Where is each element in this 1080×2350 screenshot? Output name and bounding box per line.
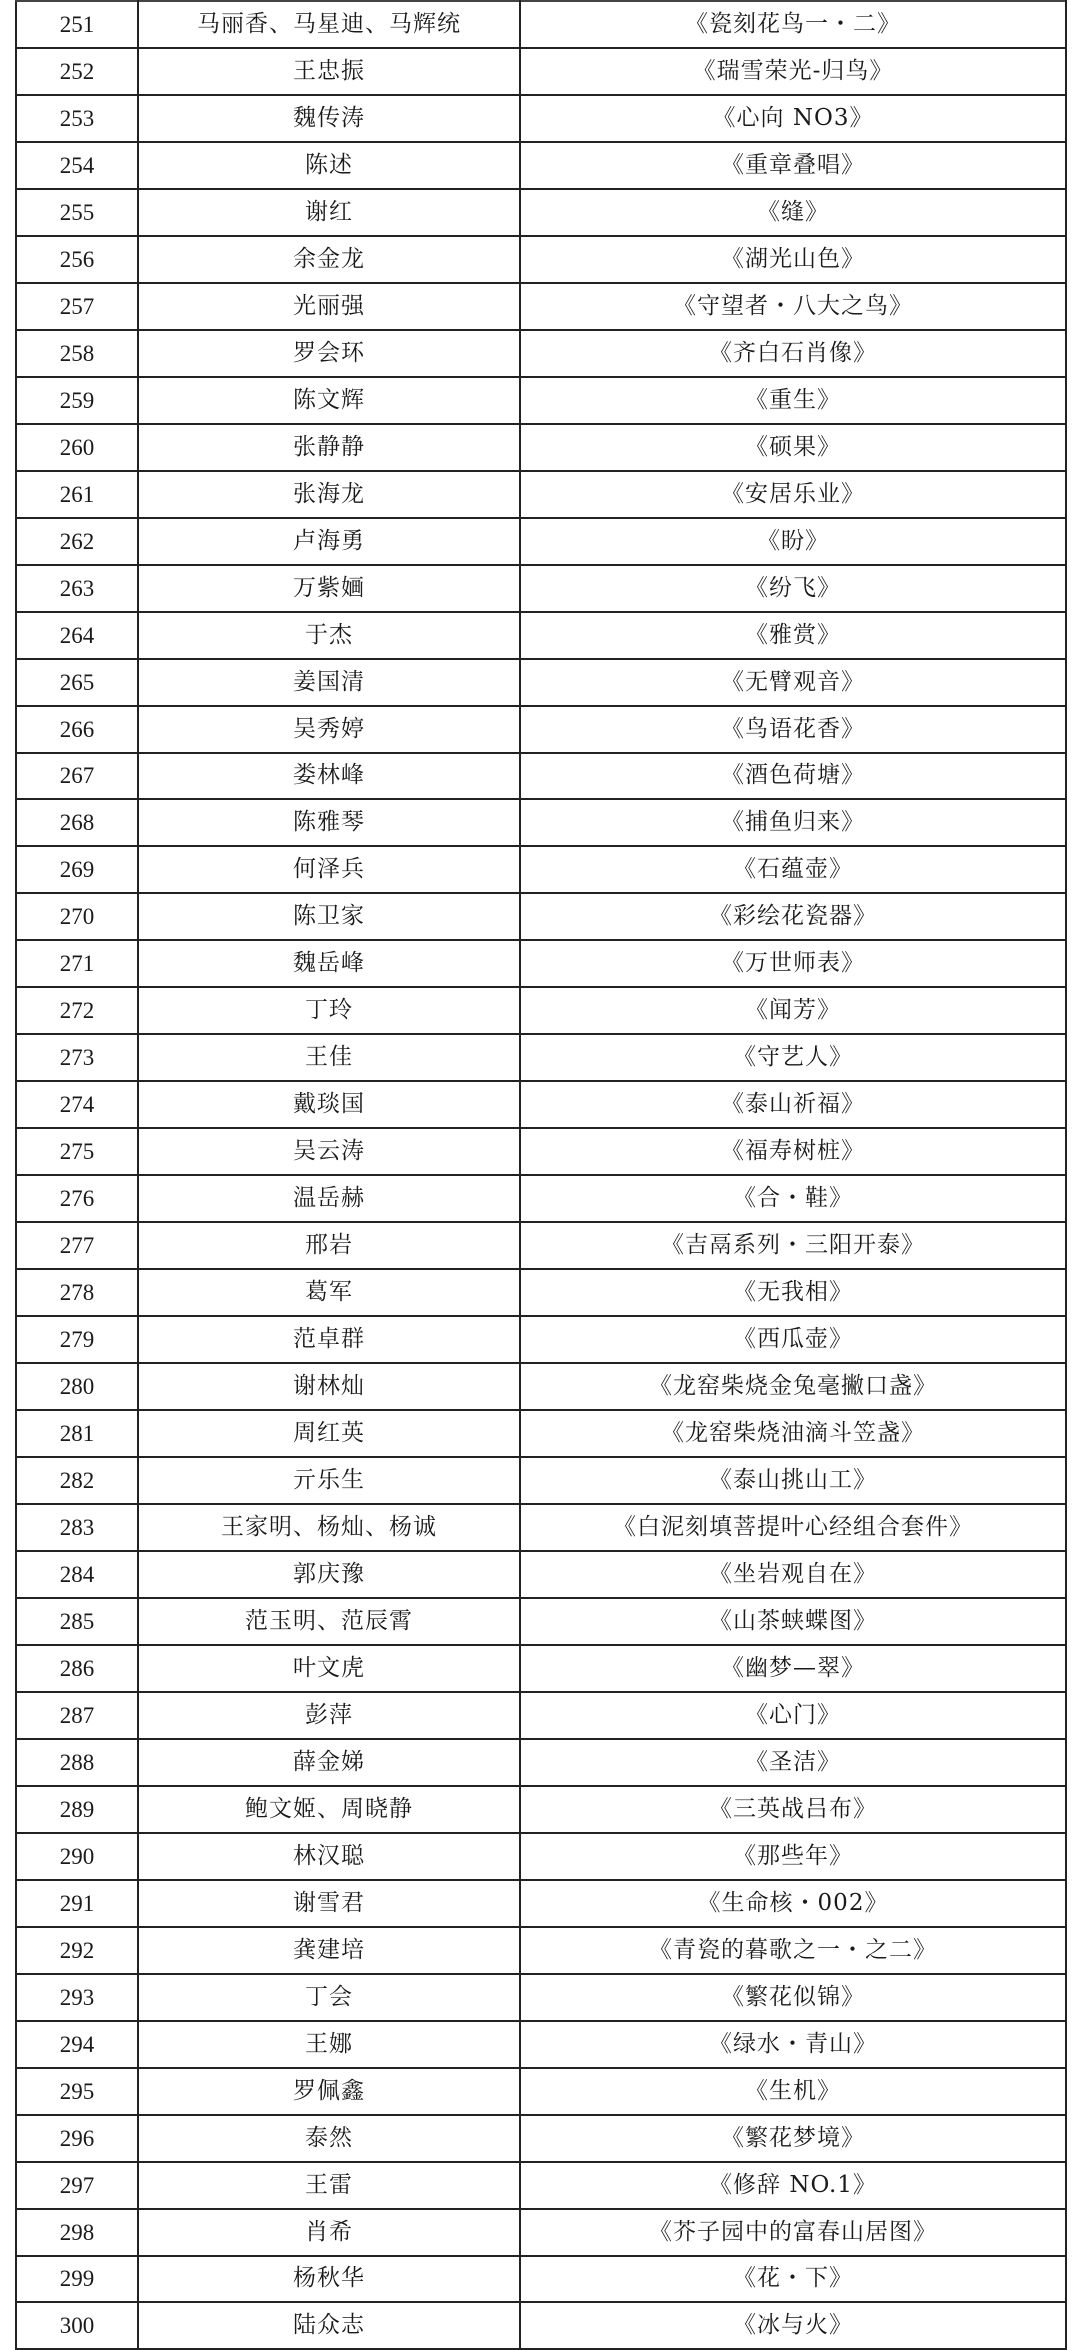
- entry-number: 294: [16, 2021, 138, 2068]
- entry-work-title: 《生机》: [520, 2068, 1066, 2115]
- entry-number: 288: [16, 1739, 138, 1786]
- entry-number: 300: [16, 2302, 138, 2349]
- entry-author: 鲍文姬、周晓静: [138, 1786, 520, 1833]
- table-row: [16, 471, 1066, 518]
- entry-number: 253: [16, 95, 138, 142]
- table-row: [16, 1880, 1066, 1927]
- entry-number: 295: [16, 2068, 138, 2115]
- entry-work-title: 《雅赏》: [520, 612, 1066, 659]
- entry-work-title: 《龙窑柴烧油滴斗笠盏》: [520, 1410, 1066, 1457]
- table-row: [16, 706, 1066, 753]
- entry-author: 谢林灿: [138, 1363, 520, 1410]
- entry-work-title: 《西瓜壶》: [520, 1316, 1066, 1363]
- entry-number: 297: [16, 2162, 138, 2209]
- table-row: [16, 2021, 1066, 2068]
- entry-work-title: 《纷飞》: [520, 565, 1066, 612]
- table-row: [16, 189, 1066, 236]
- table-row: [16, 2115, 1066, 2162]
- entry-work-title: 《安居乐业》: [520, 471, 1066, 518]
- table-row: [16, 1739, 1066, 1786]
- table-row: [16, 95, 1066, 142]
- entries-table-body: [16, 1, 1066, 2349]
- table-row: [16, 565, 1066, 612]
- table-row: [16, 2302, 1066, 2349]
- entry-author: 何泽兵: [138, 846, 520, 893]
- entry-work-title: 《泰山挑山工》: [520, 1457, 1066, 1504]
- entry-number: 271: [16, 940, 138, 987]
- entry-number: 260: [16, 424, 138, 471]
- entry-number: 265: [16, 659, 138, 706]
- entry-author: 龚建培: [138, 1927, 520, 1974]
- table-row: [16, 1786, 1066, 1833]
- entry-work-title: 《齐白石肖像》: [520, 330, 1066, 377]
- entry-work-title: 《青瓷的暮歌之一・之二》: [520, 1927, 1066, 1974]
- entry-work-title: 《无我相》: [520, 1269, 1066, 1316]
- entry-author: 于杰: [138, 612, 520, 659]
- table-row: [16, 1927, 1066, 1974]
- entry-author: 范卓群: [138, 1316, 520, 1363]
- entry-number: 273: [16, 1034, 138, 1081]
- entry-number: 277: [16, 1222, 138, 1269]
- entry-number: 252: [16, 48, 138, 95]
- entry-number: 286: [16, 1645, 138, 1692]
- table-row: [16, 236, 1066, 283]
- entry-author: 丁玲: [138, 987, 520, 1034]
- entry-work-title: 《泰山祈福》: [520, 1081, 1066, 1128]
- entry-number: 259: [16, 377, 138, 424]
- entry-number: 270: [16, 893, 138, 940]
- table-row: [16, 1269, 1066, 1316]
- entry-number: 266: [16, 706, 138, 753]
- entry-author: 肖希: [138, 2209, 520, 2256]
- entry-author: 光丽强: [138, 283, 520, 330]
- entry-work-title: 《白泥刻填菩提叶心经组合套件》: [520, 1504, 1066, 1551]
- entry-work-title: 《瑞雪荣光-归鸟》: [520, 48, 1066, 95]
- entry-author: 娄林峰: [138, 753, 520, 800]
- table-row: [16, 1598, 1066, 1645]
- entry-number: 275: [16, 1128, 138, 1175]
- table-row: [16, 753, 1066, 800]
- entry-work-title: 《坐岩观自在》: [520, 1551, 1066, 1598]
- entry-number: 257: [16, 283, 138, 330]
- entry-author: 吴云涛: [138, 1128, 520, 1175]
- table-row: [16, 612, 1066, 659]
- entry-number: 298: [16, 2209, 138, 2256]
- entry-number: 280: [16, 1363, 138, 1410]
- entry-author: 余金龙: [138, 236, 520, 283]
- entry-author: 戴琰国: [138, 1081, 520, 1128]
- entry-author: 陆众志: [138, 2302, 520, 2349]
- table-row: [16, 1034, 1066, 1081]
- entry-work-title: 《心门》: [520, 1692, 1066, 1739]
- table-row: [16, 1457, 1066, 1504]
- entry-author: 王娜: [138, 2021, 520, 2068]
- entry-author: 陈卫家: [138, 893, 520, 940]
- entry-work-title: 《万世师表》: [520, 940, 1066, 987]
- entry-work-title: 《酒色荷塘》: [520, 753, 1066, 800]
- entry-author: 邢岩: [138, 1222, 520, 1269]
- entry-number: 289: [16, 1786, 138, 1833]
- table-row: [16, 1081, 1066, 1128]
- entry-author: 卢海勇: [138, 518, 520, 565]
- entry-number: 282: [16, 1457, 138, 1504]
- entry-author: 吴秀婷: [138, 706, 520, 753]
- table-row: [16, 1692, 1066, 1739]
- entries-table: [15, 0, 1067, 2350]
- table-row: [16, 1833, 1066, 1880]
- entry-number: 263: [16, 565, 138, 612]
- table-row: [16, 518, 1066, 565]
- entry-work-title: 《芥子园中的富春山居图》: [520, 2209, 1066, 2256]
- table-row: [16, 2068, 1066, 2115]
- table-row: [16, 1551, 1066, 1598]
- entry-work-title: 《石蕴壶》: [520, 846, 1066, 893]
- table-row: [16, 1410, 1066, 1457]
- entry-author: 郭庆豫: [138, 1551, 520, 1598]
- entry-work-title: 《幽梦—翠》: [520, 1645, 1066, 1692]
- table-row: [16, 377, 1066, 424]
- table-row: [16, 893, 1066, 940]
- entry-author: 杨秋华: [138, 2256, 520, 2303]
- entry-author: 葛军: [138, 1269, 520, 1316]
- entry-author: 陈文辉: [138, 377, 520, 424]
- entry-number: 262: [16, 518, 138, 565]
- entry-work-title: 《湖光山色》: [520, 236, 1066, 283]
- entry-author: 林汉聪: [138, 1833, 520, 1880]
- entry-author: 陈述: [138, 142, 520, 189]
- entry-work-title: 《重生》: [520, 377, 1066, 424]
- entry-number: 284: [16, 1551, 138, 1598]
- entry-author: 叶文虎: [138, 1645, 520, 1692]
- entry-number: 264: [16, 612, 138, 659]
- table-row: [16, 142, 1066, 189]
- entry-number: 296: [16, 2115, 138, 2162]
- table-row: [16, 2209, 1066, 2256]
- entry-work-title: 《鸟语花香》: [520, 706, 1066, 753]
- table-row: [16, 659, 1066, 706]
- entry-number: 292: [16, 1927, 138, 1974]
- entry-author: 薛金娣: [138, 1739, 520, 1786]
- entry-author: 王忠振: [138, 48, 520, 95]
- entry-author: 王雷: [138, 2162, 520, 2209]
- entry-number: 287: [16, 1692, 138, 1739]
- entry-author: 亓乐生: [138, 1457, 520, 1504]
- entry-author: 丁会: [138, 1974, 520, 2021]
- entry-number: 258: [16, 330, 138, 377]
- entry-number: 255: [16, 189, 138, 236]
- entry-author: 泰然: [138, 2115, 520, 2162]
- entry-work-title: 《绿水・青山》: [520, 2021, 1066, 2068]
- entry-work-title: 《彩绘花瓷器》: [520, 893, 1066, 940]
- entry-author: 范玉明、范辰霄: [138, 1598, 520, 1645]
- entry-number: 276: [16, 1175, 138, 1222]
- table-row: [16, 1316, 1066, 1363]
- table-row: [16, 1, 1066, 48]
- document-page: [15, 0, 1065, 2350]
- entry-author: 张静静: [138, 424, 520, 471]
- entry-number: 290: [16, 1833, 138, 1880]
- entry-author: 谢雪君: [138, 1880, 520, 1927]
- table-row: [16, 846, 1066, 893]
- entry-work-title: 《三英战吕布》: [520, 1786, 1066, 1833]
- table-row: [16, 330, 1066, 377]
- entry-author: 王佳: [138, 1034, 520, 1081]
- entry-author: 张海龙: [138, 471, 520, 518]
- entry-number: 261: [16, 471, 138, 518]
- entry-number: 254: [16, 142, 138, 189]
- entry-work-title: 《吉鬲系列・三阳开泰》: [520, 1222, 1066, 1269]
- entry-work-title: 《那些年》: [520, 1833, 1066, 1880]
- entry-number: 291: [16, 1880, 138, 1927]
- entry-work-title: 《繁花梦境》: [520, 2115, 1066, 2162]
- table-row: [16, 940, 1066, 987]
- entry-author: 万紫婳: [138, 565, 520, 612]
- entry-author: 彭萍: [138, 1692, 520, 1739]
- table-row: [16, 1175, 1066, 1222]
- table-row: [16, 2162, 1066, 2209]
- table-row: [16, 283, 1066, 330]
- entry-author: 马丽香、马星迪、马辉统: [138, 1, 520, 48]
- table-row: [16, 1645, 1066, 1692]
- entry-author: 罗佩鑫: [138, 2068, 520, 2115]
- entry-author: 周红英: [138, 1410, 520, 1457]
- entry-work-title: 《缝》: [520, 189, 1066, 236]
- entry-work-title: 《守望者・八大之鸟》: [520, 283, 1066, 330]
- table-row: [16, 1974, 1066, 2021]
- table-row: [16, 2256, 1066, 2303]
- entry-work-title: 《繁花似锦》: [520, 1974, 1066, 2021]
- entry-author: 陈雅琴: [138, 799, 520, 846]
- table-row: [16, 48, 1066, 95]
- entry-number: 272: [16, 987, 138, 1034]
- entry-work-title: 《重章叠唱》: [520, 142, 1066, 189]
- entry-work-title: 《山茶蛱蝶图》: [520, 1598, 1066, 1645]
- entry-work-title: 《盼》: [520, 518, 1066, 565]
- entry-work-title: 《硕果》: [520, 424, 1066, 471]
- entry-work-title: 《守艺人》: [520, 1034, 1066, 1081]
- table-row: [16, 799, 1066, 846]
- entry-number: 269: [16, 846, 138, 893]
- entry-work-title: 《圣洁》: [520, 1739, 1066, 1786]
- table-row: [16, 1363, 1066, 1410]
- entry-number: 281: [16, 1410, 138, 1457]
- entry-number: 256: [16, 236, 138, 283]
- entry-work-title: 《福寿树桩》: [520, 1128, 1066, 1175]
- entry-work-title: 《冰与火》: [520, 2302, 1066, 2349]
- table-row: [16, 1128, 1066, 1175]
- entry-number: 278: [16, 1269, 138, 1316]
- entry-author: 魏岳峰: [138, 940, 520, 987]
- table-row: [16, 1222, 1066, 1269]
- entry-work-title: 《合・鞋》: [520, 1175, 1066, 1222]
- entry-author: 谢红: [138, 189, 520, 236]
- entry-number: 285: [16, 1598, 138, 1645]
- entry-work-title: 《心向 NO3》: [520, 95, 1066, 142]
- entry-number: 251: [16, 1, 138, 48]
- entry-number: 274: [16, 1081, 138, 1128]
- entry-number: 268: [16, 799, 138, 846]
- entry-work-title: 《闻芳》: [520, 987, 1066, 1034]
- entry-number: 267: [16, 753, 138, 800]
- entry-work-title: 《修辞 NO.1》: [520, 2162, 1066, 2209]
- entry-work-title: 《瓷刻花鸟一・二》: [520, 1, 1066, 48]
- table-row: [16, 424, 1066, 471]
- entry-work-title: 《花・下》: [520, 2256, 1066, 2303]
- entry-author: 王家明、杨灿、杨诚: [138, 1504, 520, 1551]
- entry-number: 299: [16, 2256, 138, 2303]
- entry-work-title: 《捕鱼归来》: [520, 799, 1066, 846]
- entry-author: 魏传涛: [138, 95, 520, 142]
- entry-number: 279: [16, 1316, 138, 1363]
- entry-author: 温岳赫: [138, 1175, 520, 1222]
- entry-work-title: 《生命核・002》: [520, 1880, 1066, 1927]
- entry-author: 罗会环: [138, 330, 520, 377]
- entry-author: 姜国清: [138, 659, 520, 706]
- entry-work-title: 《无臂观音》: [520, 659, 1066, 706]
- entry-number: 293: [16, 1974, 138, 2021]
- table-row: [16, 987, 1066, 1034]
- table-row: [16, 1504, 1066, 1551]
- entry-number: 283: [16, 1504, 138, 1551]
- entry-work-title: 《龙窑柴烧金兔毫撇口盏》: [520, 1363, 1066, 1410]
